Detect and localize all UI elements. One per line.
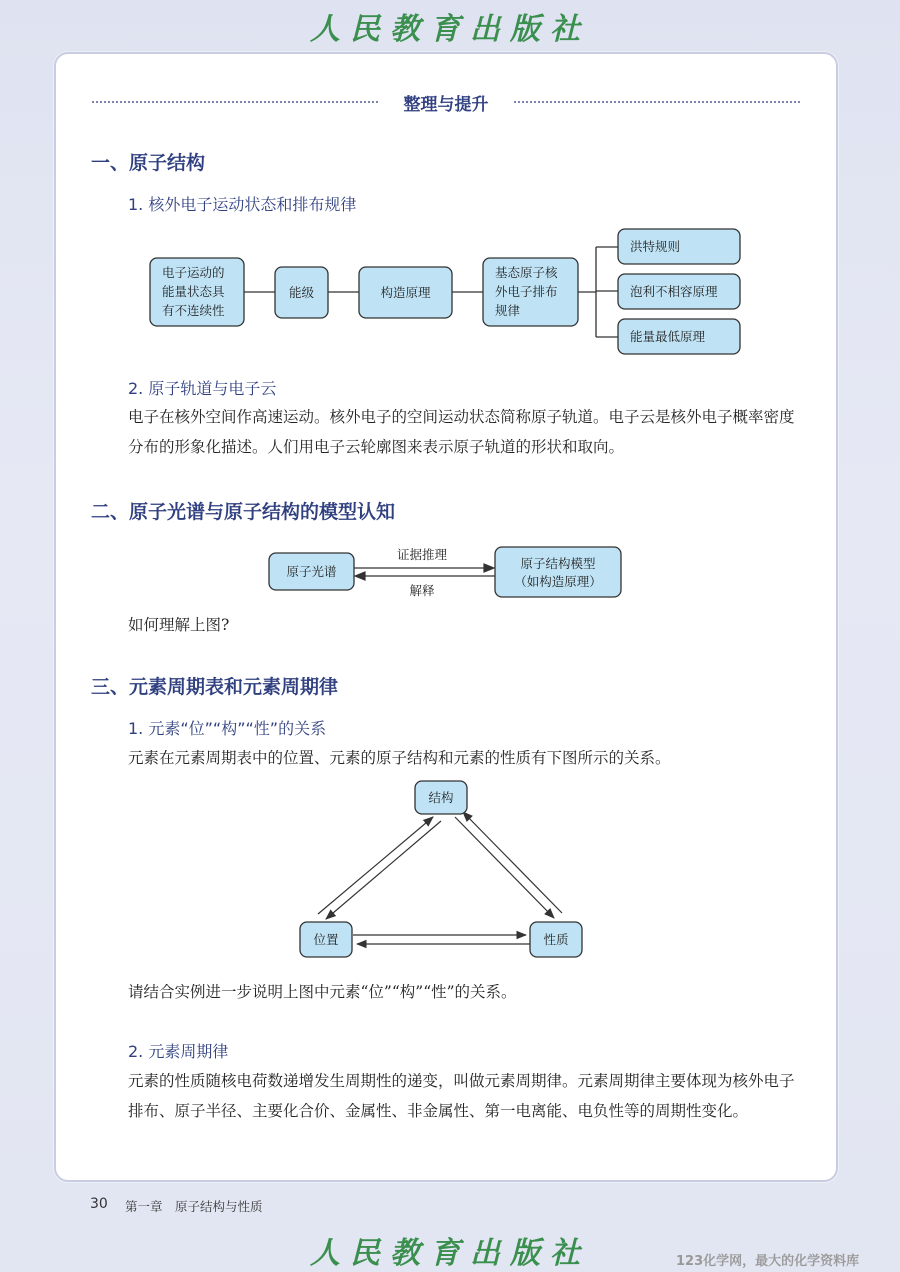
label-atomic-model-line1: 原子结构模型 xyxy=(520,556,596,571)
box4-line1: 基态原子核 xyxy=(495,265,558,280)
subheading-periodic-law: 2. 元素周期律 xyxy=(128,1042,229,1061)
rule-hund: 洪特规则 xyxy=(630,239,681,254)
publisher-logo-bottom: 人民教育出版社 xyxy=(310,1236,590,1271)
box-atomic-model xyxy=(495,547,621,597)
box4-line2: 外电子排布 xyxy=(495,284,558,299)
label-explain: 解释 xyxy=(409,583,435,598)
header-dotted-line-right xyxy=(514,101,800,103)
paragraph-orbitals: 电子在核外空间作高速运动。核外电子的空间运动状态简称原子轨道。电子云是核外电子概率密度分布的形象化描述。人们用电子云轮廓图来表示原子轨道的形状和取向。 xyxy=(128,408,795,456)
box1-line2: 能量状态具 xyxy=(162,284,225,299)
subheading-position-structure-property: 1. 元素“位”“构”“性”的关系 xyxy=(128,719,327,738)
box2-label: 能级 xyxy=(288,285,315,300)
heading-spectra-models: 二、原子光谱与原子结构的模型认知 xyxy=(91,501,396,523)
paragraph-periodic-law: 元素的性质随核电荷数递增发生周期性的递变，叫做元素周期律。元素周期律主要体现为核外电子排布、原子半径、主要化合价、金属性、非金属性、第一电离能、电负性等的周期性变化。 xyxy=(128,1072,795,1120)
diagram-electron-arrangement xyxy=(140,222,750,358)
diagram-spectrum-model xyxy=(260,540,640,610)
section-header xyxy=(92,90,800,114)
heading-atomic-structure: 一、原子结构 xyxy=(91,152,206,174)
heading-periodic-table: 三、元素周期表和元素周期律 xyxy=(91,676,339,698)
paragraph-explain-with-examples: 请结合实例进一步说明上图中元素“位”“构”“性”的关系。 xyxy=(128,983,517,1001)
page-number: 30 xyxy=(90,1196,108,1212)
node-position-label: 位置 xyxy=(313,932,339,947)
box3-label: 构造原理 xyxy=(380,285,431,300)
section-title: 整理与提升 xyxy=(403,95,489,115)
watermark-text: 123化学网，最大的化学资料库 xyxy=(676,1254,860,1269)
box4-line3: 规律 xyxy=(495,303,521,318)
node-structure-label: 结构 xyxy=(428,790,454,805)
question-understand-diagram: 如何理解上图? xyxy=(128,616,230,634)
box1-line3: 有不连续性 xyxy=(162,303,225,318)
subheading-orbitals: 2. 原子轨道与电子云 xyxy=(128,379,277,398)
rule-pauli: 泡利不相容原理 xyxy=(630,284,718,299)
box1-line1: 电子运动的 xyxy=(162,265,225,280)
subheading-electron-states: 1. 核外电子运动状态和排布规律 xyxy=(128,195,357,214)
header-dotted-line-left xyxy=(92,101,378,103)
label-atomic-model-line2: （如构造原理） xyxy=(514,574,602,589)
paragraph-relationship-intro: 元素在元素周期表中的位置、元素的原子结构和元素的性质有下图所示的关系。 xyxy=(128,749,671,767)
node-property-label: 性质 xyxy=(543,932,569,947)
diagram-triangle-relationship xyxy=(290,776,600,966)
label-evidence-reasoning: 证据推理 xyxy=(396,547,448,562)
label-atomic-spectrum: 原子光谱 xyxy=(286,564,337,579)
rule-lowest-energy: 能量最低原理 xyxy=(630,329,706,344)
chapter-title: 第一章 原子结构与性质 xyxy=(125,1199,263,1214)
publisher-logo-top: 人民教育出版社 xyxy=(310,12,590,47)
